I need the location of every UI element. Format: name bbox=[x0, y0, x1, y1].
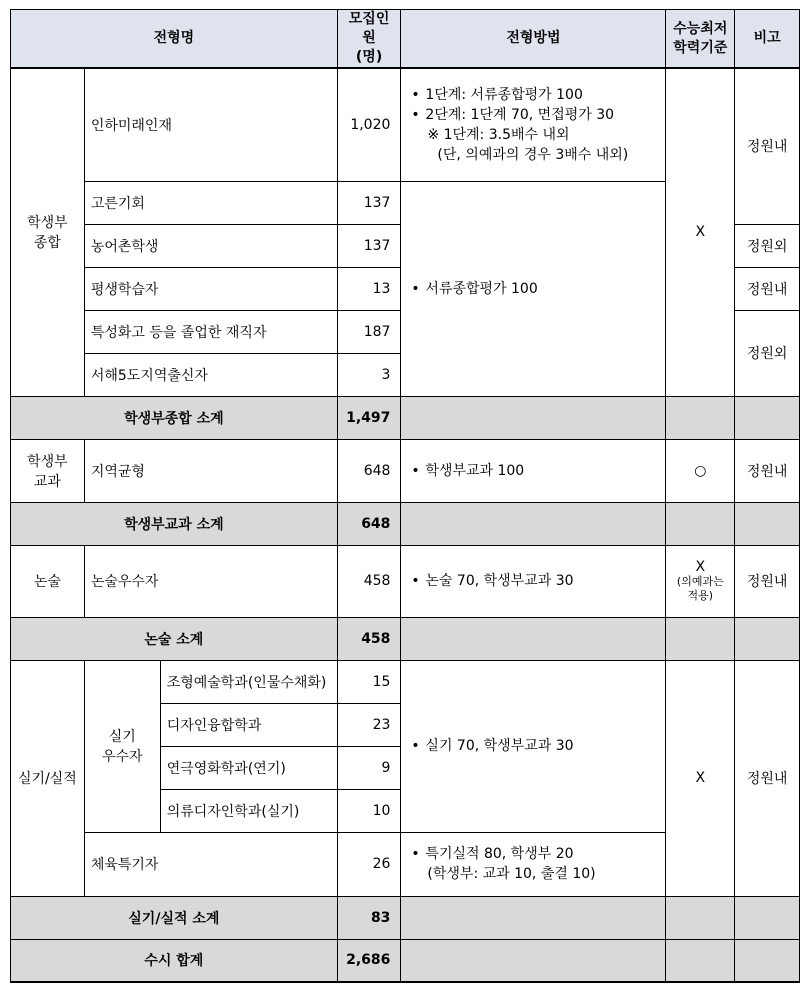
group-label-essay: 논술 bbox=[11, 545, 85, 617]
remarks-cell: 정원외 bbox=[735, 224, 800, 267]
subtotal-label: 실기/실적 소계 bbox=[11, 896, 338, 939]
min-req-cell: X bbox=[666, 660, 735, 896]
subtotal-value: 458 bbox=[337, 617, 401, 660]
method-cell bbox=[401, 181, 666, 396]
table-row bbox=[11, 439, 800, 502]
header-type-name: 전형명 bbox=[11, 10, 338, 69]
method-cell bbox=[401, 68, 666, 181]
row-name: 평생학습자 bbox=[84, 267, 337, 310]
row-name: 지역균형 bbox=[84, 439, 337, 502]
total-value: 2,686 bbox=[337, 939, 401, 982]
row-quota: 9 bbox=[337, 746, 401, 789]
subtotal-label: 학생부교과 소계 bbox=[11, 502, 338, 545]
row-quota: 458 bbox=[337, 545, 401, 617]
row-name: 특성화고 등을 졸업한 재직자 bbox=[84, 310, 337, 353]
row-quota: 13 bbox=[337, 267, 401, 310]
min-req-cell: ○ bbox=[666, 439, 735, 502]
row-quota: 137 bbox=[337, 181, 401, 224]
row-quota: 137 bbox=[337, 224, 401, 267]
group-label-subject: 학생부 교과 bbox=[11, 439, 85, 502]
row-name: 디자인융합학과 bbox=[160, 703, 337, 746]
method-line: • 논술 70, 학생부교과 30 bbox=[407, 571, 659, 591]
method-line: • 서류종합평가 100 bbox=[407, 279, 659, 299]
method-line: • 2단계: 1단계 70, 면접평가 30 bbox=[407, 105, 659, 125]
total-row bbox=[11, 939, 800, 982]
row-quota: 648 bbox=[337, 439, 401, 502]
subtotal-value: 83 bbox=[337, 896, 401, 939]
min-req-note: (의예과는 적용) bbox=[676, 575, 724, 602]
remarks-cell: 정원내 bbox=[735, 439, 800, 502]
remarks-cell: 정원내 bbox=[735, 267, 800, 310]
row-quota: 15 bbox=[337, 660, 401, 703]
method-note: ※ 1단계: 3.5배수 내외 bbox=[427, 126, 570, 143]
table-row bbox=[11, 545, 800, 617]
subtotal-value: 648 bbox=[337, 502, 401, 545]
header-min-req: 수능최저 학력기준 bbox=[666, 10, 735, 69]
header-method: 전형방법 bbox=[401, 10, 666, 69]
row-name: 논술우수자 bbox=[84, 545, 337, 617]
subtotal-label: 학생부종합 소계 bbox=[11, 396, 338, 439]
row-quota: 26 bbox=[337, 832, 401, 896]
remarks-cell: 정원외 bbox=[735, 310, 800, 396]
min-req-cell bbox=[666, 545, 735, 617]
group-label-comprehensive: 학생부 종합 bbox=[11, 68, 85, 396]
method-note: (단, 의예과의 경우 3배수 내외) bbox=[437, 146, 629, 163]
method-line: • 1단계: 서류종합평가 100 bbox=[407, 85, 659, 105]
row-name: 고른기회 bbox=[84, 181, 337, 224]
method-cell bbox=[401, 439, 666, 502]
row-name: 인하미래인재 bbox=[84, 68, 337, 181]
row-name: 체육특기자 bbox=[84, 832, 337, 896]
method-line: • 특기실적 80, 학생부 20 bbox=[407, 844, 659, 864]
group-label-practical: 실기/실적 bbox=[11, 660, 85, 896]
subtotal-value: 1,497 bbox=[337, 396, 401, 439]
row-name: 조형예술학과(인물수채화) bbox=[160, 660, 337, 703]
header-remarks: 비고 bbox=[735, 10, 800, 69]
table-row bbox=[11, 660, 800, 703]
row-quota: 3 bbox=[337, 353, 401, 396]
method-cell bbox=[401, 832, 666, 896]
row-name: 농어촌학생 bbox=[84, 224, 337, 267]
header-row bbox=[11, 10, 800, 69]
min-req-value: X bbox=[695, 559, 706, 575]
method-line: • 실기 70, 학생부교과 30 bbox=[407, 736, 659, 756]
row-name: 서해5도지역출신자 bbox=[84, 353, 337, 396]
row-name: 의류디자인학과(실기) bbox=[160, 789, 337, 832]
remarks-cell: 정원내 bbox=[735, 68, 800, 224]
sub-label-practical: 실기 우수자 bbox=[84, 660, 160, 832]
subtotal-row bbox=[11, 502, 800, 545]
row-quota: 23 bbox=[337, 703, 401, 746]
row-quota: 187 bbox=[337, 310, 401, 353]
table-row bbox=[11, 68, 800, 181]
method-line: • 학생부교과 100 bbox=[407, 461, 659, 481]
admissions-table bbox=[10, 9, 800, 983]
method-note: (학생부: 교과 10, 출결 10) bbox=[427, 866, 596, 882]
row-quota: 10 bbox=[337, 789, 401, 832]
subtotal-label: 논술 소계 bbox=[11, 617, 338, 660]
method-cell bbox=[401, 545, 666, 617]
subtotal-row bbox=[11, 617, 800, 660]
total-label: 수시 합계 bbox=[11, 939, 338, 982]
header-quota: 모집인원 (명) bbox=[337, 10, 401, 69]
remarks-cell: 정원내 bbox=[735, 660, 800, 896]
row-name: 연극영화학과(연기) bbox=[160, 746, 337, 789]
min-req-cell: X bbox=[666, 68, 735, 396]
subtotal-row bbox=[11, 896, 800, 939]
subtotal-row bbox=[11, 396, 800, 439]
row-quota: 1,020 bbox=[337, 68, 401, 181]
method-cell bbox=[401, 660, 666, 832]
remarks-cell: 정원내 bbox=[735, 545, 800, 617]
